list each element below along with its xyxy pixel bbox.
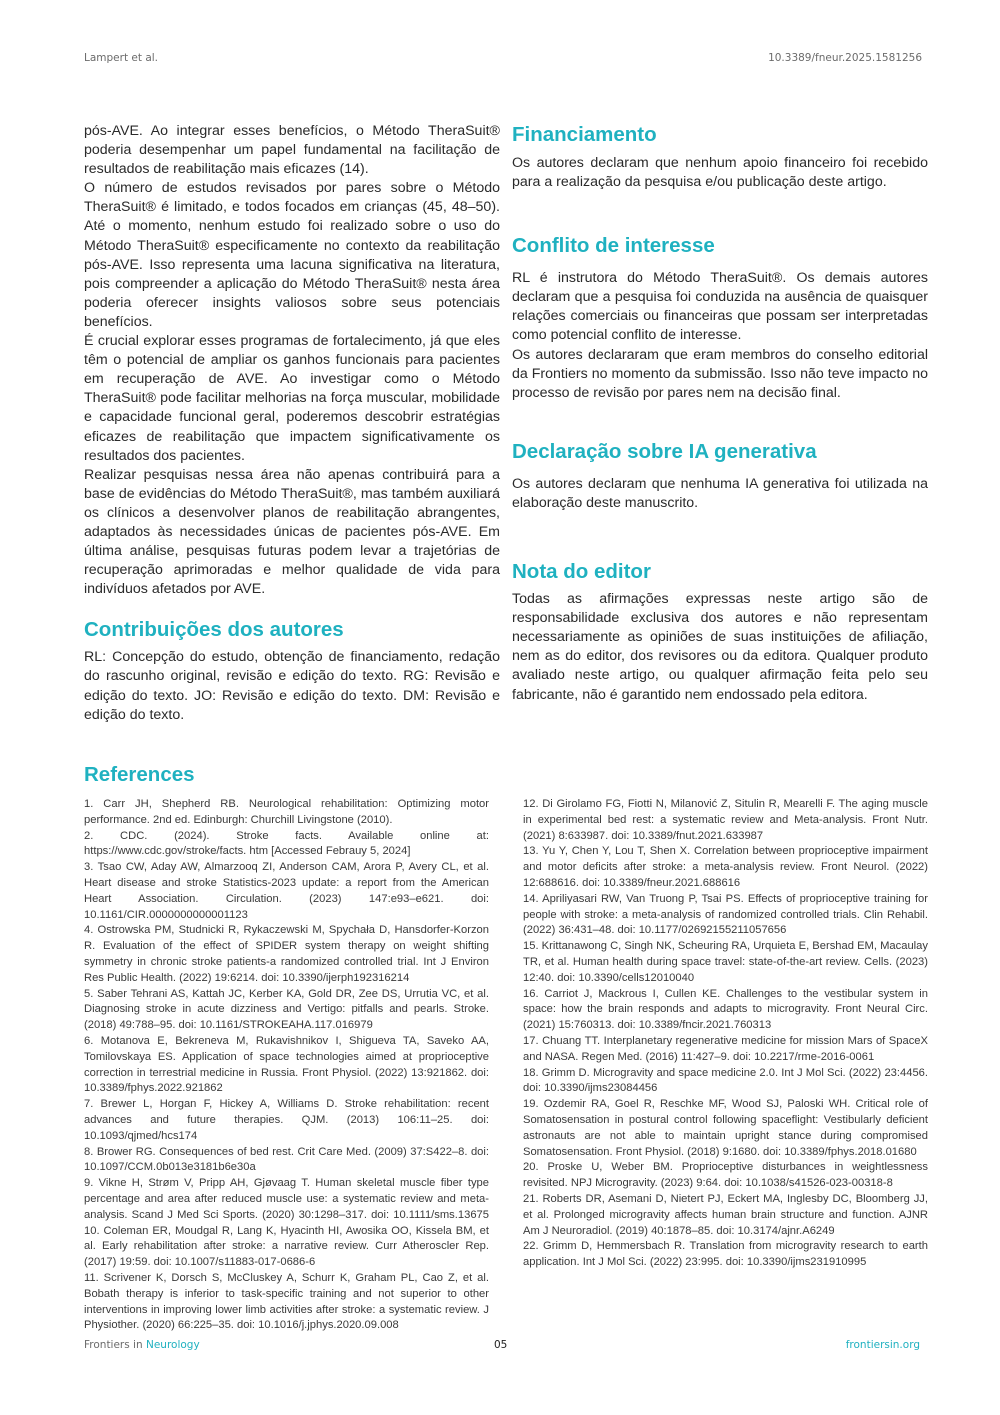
reference-item: 13. Yu Y, Chen Y, Lou T, Shen X. Correlation between proprioceptive impairment and motor deficits after stroke: a meta-analysis review. Front Neurol. (2022) 12:688616. doi: 10.3389/fneur.2021.688616 [523, 845, 928, 889]
body-paragraph: É crucial explorar esses programas de fortalecimento, já que eles têm o potencial de ampliar os ganhos funcionais para pacientes em recuperação de AVE. Ao investigar como o Método TheraSuit® pode facilitar melhorias na força muscular, mobilidade e capacidade funcional geral, poderemos descobrir estratégias eficazes de reabilitação que impactem significativamente os resultados dos pacientes. [84, 333, 500, 464]
left-column [84, 122, 500, 725]
contributions-text: RL: Concepção do estudo, obtenção de financiamento, redação do rascunho original, revisão e edição do texto. RG: Revisão e edição do texto. JO: Revisão e edição do texto. DM: Revisão e edição do texto. [84, 649, 500, 723]
running-header [84, 52, 922, 68]
journal-title: Neurology [145, 1339, 200, 1351]
reference-item: 2. CDC. (2024). Stroke facts. Available online at: https://www.cdc.gov/stroke/facts. htm [Accessed Febrauy 5, 2024] [84, 829, 489, 858]
section-heading-funding: Financiamento [512, 123, 657, 146]
ai-statement-text: Os autores declaram que nenhuma IA generativa foi utilizada na elaboração deste manuscrito. [512, 475, 928, 511]
reference-item: 9. Vikne H, Strøm V, Pripp AH, Gjøvaag T. Human skeletal muscle fiber type percentage and area after reduced muscle use: a systematic review and meta-analysis. Scand J Med Sci Sports. (2020) 30:1298–317. doi: 10.1111/sms.13675 10. Coleman ER, Moudgal R, Lang K, Hyacinth HI, Awosika OO, Kissela BM, et al. Early rehabilitation after stroke: a narrative review. Curr Atheroscler Rep. (2017) 19:59. doi: 10.1007/s11883-017-0686-6 [84, 1177, 489, 1269]
reference-item: 11. Scrivener K, Dorsch S, McCluskey A, Schurr K, Graham PL, Cao Z, et al. Bobath therapy is inferior to task-specific training and not superior to other interventions in improving lower limb activities after stroke: a systematic review. J Physiother. (2020) 66:225–35. doi: 10.1016/j.jphys.2020.09.008 [84, 1271, 489, 1332]
reference-item: 17. Chuang TT. Interplanetary regenerative medicine for mission Mars of SpaceX and NASA. Regen Med. (2016) 11:427–9. doi: 10.2217/rme-2016-0061 [523, 1034, 928, 1063]
reference-item: 3. Tsao CW, Aday AW, Almarzooq ZI, Anderson CAM, Arora P, Avery CL, et al. Heart disease and stroke Statistics-2023 update: a report from the American Heart Association. Circulation. (2023) 147:e93–e621. doi: 10.1161/CIR.0000000000001123 [84, 861, 489, 921]
references-left-column [84, 797, 489, 1334]
section-heading-conflict: Conflito de interesse [512, 234, 715, 258]
reference-item: 6. Motanova E, Bekreneva M, Rukavishnikov I, Shigueva TA, Saveko AA, Tomilovskaya ES. Application of space technologies aimed at proprioceptive correction in terrestrial medicine in Russia. Front Physiol. (2022) 13:921862. doi: 10.3389/fphys.2022.921862 [84, 1034, 489, 1095]
reference-item: 7. Brewer L, Horgan F, Hickey A, Williams D. Stroke rehabilitation: recent advances and future therapies. QJM. (2013) 106:11–25. doi: 10.1093/qjmed/hcs174 [84, 1098, 489, 1142]
reference-item: 16. Carriot J, Mackrous I, Cullen KE. Challenges to the vestibular system in space: how the brain responds and adapts to microgravity. Front Neural Circ. (2021) 15:760313. doi: 10.3389/fncir.2021.760313 [523, 987, 928, 1032]
body-paragraph: O número de estudos revisados por pares sobre o Método TheraSuit® é limitado, e todos focados em crianças (45, 48–50). Até o momento, nenhum estudo foi realizado sobre o uso do Método TheraSuit® especificamente no contexto da reabilitação pós-AVE. Isso representa uma lacuna significativa na literatura, pois compreender a aplicação do Método TheraSuit® nesta área poderia oferecer insights valiosos sobre seus potenciais benefícios. [84, 180, 500, 330]
running-header-authors: Lampert et al. [84, 52, 159, 64]
references-right-column [523, 797, 928, 1271]
right-column [512, 122, 928, 705]
journal-name [84, 1339, 200, 1351]
page-number: 05 [494, 1339, 508, 1351]
reference-item: 4. Ostrowska PM, Studnicki R, Rykaczewski M, Spychała D, Hansdorfer-Korzon R. Evaluation of the effect of SPIDER system therapy on weight shifting symmetry in chronic stroke patients-a randomized controlled trial. Int J Environ Res Public Health. (2022) 19:6214. doi: 10.3390/ijerph192316214 [84, 924, 489, 984]
reference-item: 15. Krittanawong C, Singh NK, Scheuring RA, Urquieta E, Bershad EM, Macaulay TR, et al. Human health during space travel: state-of-the-art review. Cells. (2023) 12:40. doi: 10.3390/cells12010040 [523, 940, 928, 984]
section-heading-editor-note: Nota do editor [512, 560, 651, 584]
journal-prefix: Frontiers in [84, 1339, 146, 1351]
body-paragraph: Realizar pesquisas nessa área não apenas contribuirá para a base de evidências do Método TheraSuit®, mas também auxiliará os clínicos a desenvolver planos de reabilitação abrangentes, adaptados às necessidades únicas de pacientes pós-AVE. Em última análise, pesquisas futuras podem levar a trajetórias de recuperação aprimoradas e melhor qualidade de vida para indivíduos afetados por AVE. [84, 466, 500, 598]
conflict-text-2: Os autores declararam que eram membros do conselho editorial da Frontiers no momento da submissão. Isso não teve impacto no processo de revisão por pares nem na decisão final. [512, 346, 928, 401]
reference-item: 5. Saber Tehrani AS, Kattah JC, Kerber KA, Gold DR, Zee DS, Urrutia VC, et al. Diagnosing stroke in acute dizziness and Vertigo: pitfalls and pearls. Stroke. (2018) 49:788–95. doi: 10.1161/STROKEAHA.117.016979 [84, 987, 489, 1032]
conflict-text: RL é instrutora do Método TheraSuit®. Os demais autores declaram que a pesquisa foi conduzida na ausência de quaisquer relações comerciais ou financeiras que possam ser interpretadas como potencial conflito de interesse. [512, 270, 928, 344]
editor-note-text: Todas as afirmações expressas neste artigo são de responsabilidade exclusiva dos autores e não representam necessariamente as opiniões de suas instituições de afiliação, nem as do editor, dos revisores ou da editora. Qualquer produto avaliado neste artigo, ou qualquer afirmação feita pelo seu fabricante, não é garantido nem endossado pela editora. [512, 591, 928, 703]
page-footer [84, 1339, 920, 1355]
running-header-doi: 10.3389/fneur.2025.1581256 [768, 52, 922, 64]
body-paragraph: pós-AVE. Ao integrar esses benefícios, o Método TheraSuit® poderia desempenhar um papel fundamental na facilitação de resultados de reabilitação mais eficazes (14). [84, 123, 500, 178]
reference-item: 21. Roberts DR, Asemani D, Nietert PJ, Eckert MA, Inglesby DC, Bloomberg JJ, et al. Prolonged microgravity affects human brain structure and function. AJNR Am J Neuroradiol. (2019) 40:1878–85. doi: 10.3174/ajnr.A6249 [523, 1192, 928, 1237]
references-heading: References [84, 763, 195, 786]
reference-item: 12. Di Girolamo FG, Fiotti N, Milanović Z, Situlin R, Mearelli F. The aging muscle in experimental bed rest: a systematic review and Meta-analysis. Front Nutr. (2021) 8:633987. doi: 10.3389/fnut.2021.633987 [523, 798, 928, 842]
reference-item: 1. Carr JH, Shepherd RB. Neurological rehabilitation: Optimizing motor performance. 2nd ed. Edinburgh: Churchill Livingstone (2010). [84, 798, 489, 826]
reference-item: 14. Apriliyasari RW, Van Truong P, Tsai PS. Effects of proprioceptive training for people with stroke: a meta-analysis of randomized controlled trials. Clin Rehabil. (2022) 36:431–48. doi: 10.1177/02692155211057656 [523, 892, 928, 937]
site-link[interactable]: frontiersin.org [845, 1339, 920, 1351]
reference-item: 22. Grimm D, Hemmersbach R. Translation from microgravity research to earth application. Int J Mol Sci. (2022) 23:995. doi: 10.3390/ijms231910995 [523, 1240, 928, 1269]
reference-item: 19. Ozdemir RA, Goel R, Reschke MF, Wood SJ, Paloski WH. Critical role of Somatosensation in postural control following spaceflight: Vestibularly deficient astronauts are not able to maintain upright stance during compromised Somatosensation. Front Physiol. (2018) 9:1680. doi: 10.3389/fphys.2018.01680 [523, 1098, 928, 1158]
reference-item: 18. Grimm D. Microgravity and space medicine 2.0. Int J Mol Sci. (2022) 23:4456. doi: 10.3390/ijms23084456 [523, 1066, 928, 1095]
funding-text: Os autores declaram que nenhum apoio financeiro foi recebido para a realização da pesquisa e/ou publicação deste artigo. [512, 155, 928, 191]
reference-item: 8. Brower RG. Consequences of bed rest. Crit Care Med. (2009) 37:S422–8. doi: 10.1097/CCM.0b013e3181b6e30a [84, 1145, 489, 1174]
section-heading-ai-statement: Declaração sobre IA generativa [512, 439, 817, 463]
reference-item: 20. Proske U, Weber BM. Proprioceptive disturbances in weightlessness revisited. NPJ Microgravity. (2023) 9:64. doi: 10.1038/s41526-023-00318-8 [523, 1161, 928, 1190]
section-heading-contributions: Contribuições dos autores [84, 618, 344, 642]
